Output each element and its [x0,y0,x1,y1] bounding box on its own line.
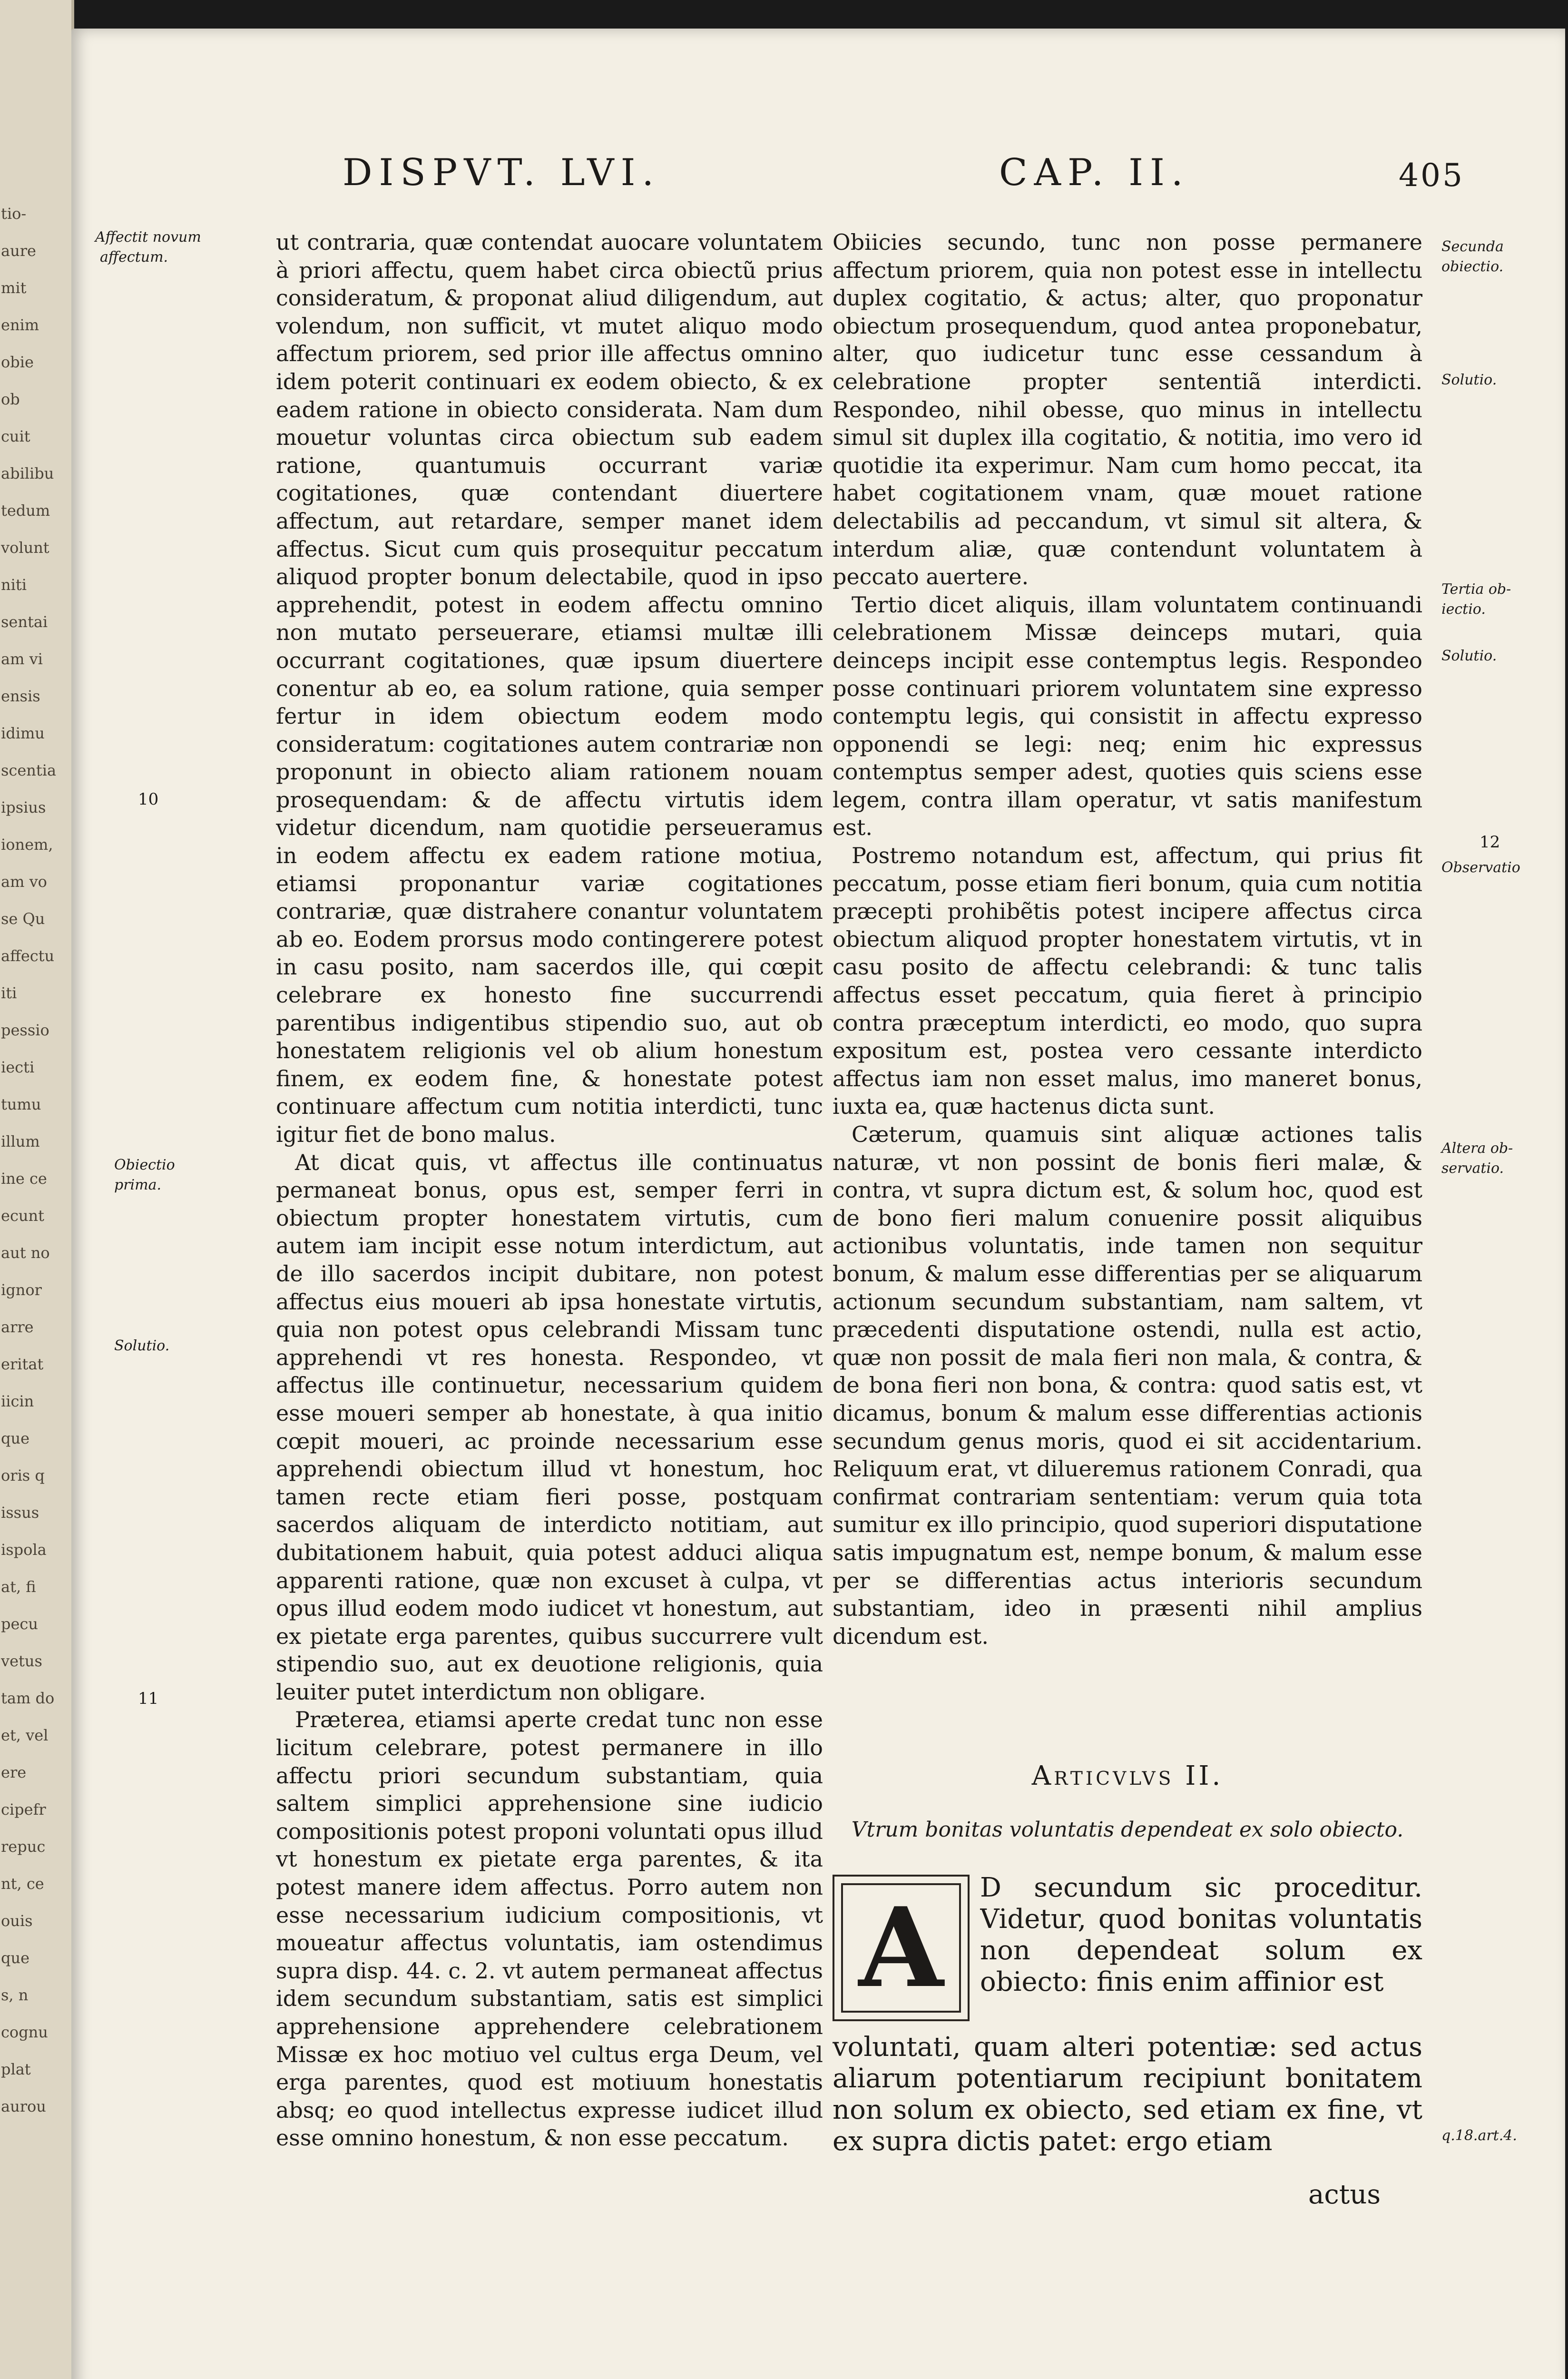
paragraph: ut contraria, quæ contendat auocare voluntatem à priori affectu, quem habet circa obiectũ prius consideratum, & proponat aliud diligendum, aut volendum, non sufficit, vt mutet aliquo modo affectum priorem, sed prior ille affectus omnino idem poterit continuari ex eodem obiecto, & ex eadem ratione in obiecto considerata. Nam dum mouetur voluntas circa obiectum sub eadem ratione, quantumuis occurrant variæ cogitationes, quæ contendant diuertere affectum, aut retardare, semper manet idem affectus. Sicut cum quis prosequitur peccatum aliquod propter bonum delectabile, quod in ipso apprehendit, potest in eodem affectu omnino non mutato perseuerare, etiamsi multæ illi occurrant cogitationes, quæ ipsum diuertere conentur ab eo, ea solum ratione, quia semper fertur in idem obiectum eodem modo consideratum: cogitationes autem contrariæ non proponunt in obiecto aliam rationem nouam prosequendam: & de affectu virtutis idem videtur dicendum, nam quotidie perseueramus in eodem affectu ex eadem ratione motiua, etiamsi proponantur variæ cogitationes contrariæ, quæ distrahere conantur voluntatem ab eo. Eodem prorsus modo contingerere potest in casu posito, nam sacerdos ille, qui cœpit celebrare ex honesto fine succurrendi parentibus indigentibus stipendio suo, aut ob honestatem religionis vel ob alium honestum finem, ex eodem fine, & honestate potest continuare affectum cum notitia interdicti, tunc igitur fiet de bono malus. [276,229,823,1147]
previous-page-fragment: pessio [1,1021,49,1039]
margin-note-reference: q.18.art.4. [1441,2127,1517,2144]
article-text: voluntati, quam alteri potentiæ: sed actus aliarum potentiarum recipiunt bonitatem non solum ex obiecto, sed etiam ex fine, vt ex supra dictis patet: ergo etiam [833,2032,1422,2157]
margin-note-secunda-b: obiectio. [1441,258,1504,275]
right-text-column [833,228,1422,1694]
left-text-column [276,228,823,2170]
previous-page-fragment: que [1,1949,30,1967]
line-number-11: 11 [138,1689,159,1708]
margin-note-solutio-2: Solutio. [1441,372,1497,388]
previous-page-fragment: idimu [1,724,45,742]
previous-page-fragment: repuc [1,1838,46,1856]
previous-page-fragment: tam do [1,1689,55,1707]
paragraph: Tertio dicet aliquis, illam voluntatem continuandi celebrationem Missæ deinceps mutari, quia deinceps incipit esse contemptus legis. Respondeo posse continuari priorem voluntatem sine expresso contemptu legis, qui consistit in affectu expresso opponendi se legi: neq; enim hic expressus contemptus semper adest, quoties quis sciens esse legem, contra illam operatur, vt satis manifestum est. [833,591,1422,841]
previous-page-fragment: illum [1,1132,40,1150]
line-number-10: 10 [138,790,159,809]
previous-page-fragment: que [1,1429,30,1447]
margin-note-altera-a: Altera ob- [1441,1140,1513,1157]
article-question: Vtrum bonitas voluntatis dependeat ex solo obiecto. [851,1818,1404,1842]
paragraph: At dicat quis, vt affectus ille continuatus permaneat bonus, opus est, semper ferri in obiectum propter honestatem virtutis, cum autem iam incipit esse notum interdictum, aut de illo sacerdos incipit dubitare, non potest affectus eius moueri ab ipsa honestate virtutis, quia non potest opus celebrandi Missam tunc apprehendi vt res honesta. Respondeo, vt affectus ille continuetur, necessarium quidem esse moueri semper ab honestate, à qua initio cœpit moueri, ac proinde necessarium esse apprehendi obiectum illud vt honestum, hoc tamen recte etiam fieri posse, postquam sacerdos aliquam de interdicto notitiam, aut dubitationem habuit, quia potest adduci aliqua apparenti ratione, quæ non excuset à culpa, vt opus illud eodem modo iudicet vt honestum, aut ex pietate erga parentes, quibus succurrere vult stipendio suo, aut ex deuotione religionis, quia leuiter putet interdictum non obligare. [276,1149,823,1705]
previous-page-fragment: enim [1,316,39,334]
previous-page-fragment: mit [1,279,27,297]
margin-note-solutio-3: Solutio. [1441,648,1497,664]
previous-page-fragment: issus [1,1504,39,1522]
margin-note-altera-b: servatio. [1441,1160,1504,1177]
paragraph: Postremo notandum est, affectum, qui prius fit peccatum, posse etiam fieri bonum, quia cum notitia præcepti prohibẽtis potest incipere affectus circa obiectum aliquod propter honestatem virtutis, vt in casu posito de affectu celebrandi: & tunc talis affectus esset peccatum, quia fieret à principio contra præceptum interdicti, eo modo, quo supra expositum est, postea vero cessante interdicto affectus iam non esset malus, imo maneret bonus, iuxta ea, quæ hactenus dicta sunt. [833,843,1422,1120]
margin-note-secunda-a: Secunda [1441,238,1504,255]
previous-page-fragment: aut no [1,1244,50,1262]
previous-page-fragment: ensis [1,687,40,705]
previous-page-fragment: tio- [1,205,27,223]
line-number-12: 12 [1480,833,1500,852]
previous-page-fragment: aure [1,242,36,260]
previous-page-fragment: affectu [1,947,55,965]
previous-page-fragment: volunt [1,539,49,557]
margin-note-solutio: Solutio. [114,1337,170,1354]
margin-note-objectio-b: prima. [114,1177,162,1193]
previous-page-fragment: cipefr [1,1800,46,1819]
article-text-beside-initial: D secundum sic proceditur. Videtur, quod bonitas voluntatis non dependeat solum ex obiecto: finis enim affinior est [980,1872,1422,1997]
previous-page-fragment: cognu [1,2023,48,2041]
previous-page-fragment: s, n [1,1986,29,2004]
margin-note-tertia-a: Tertia ob- [1441,581,1511,598]
article-heading: Articvlvs II. [1031,1760,1224,1791]
previous-page-fragment: tumu [1,1095,41,1113]
previous-page-fragment: tedum [1,501,50,520]
paragraph: Præterea, etiamsi aperte credat tunc non esse licitum celebrare, potest permanere in illo affectu priori secundum substantiam, quia saltem simplici apprehensione sine iudicio compositionis potest proponi voluntati opus illud vt honestum ex pietate erga parentes, & ita potest manere idem affectus. Porro autem non esse necessarium iudicium compositionis, vt moueatur affectus voluntatis, iam ostendimus supra disp. 44. c. 2. vt autem permaneat affectus idem secundum substantiam, satis est simplici apprehensione apprehendere celebrationem Missæ ex hoc motiuo vel cultus erga Deum, vel erga parentes, quod est motiuum honestatis absq; eo quod intellectus expresse iudicet illud esse omnino honestum, & non esse peccatum. [276,1707,823,2151]
margin-note-objectio-a: Obiectio [114,1157,175,1173]
previous-page-fragment: cuit [1,427,30,445]
previous-page-fragment: pecu [1,1615,38,1633]
previous-page-fragment: iecti [1,1058,35,1076]
previous-page-fragment: ionem, [1,836,53,854]
margin-note-affectus-a: Affectit novum [95,229,201,246]
previous-page-fragment: ignor [1,1281,42,1299]
previous-page-fragment: obie [1,353,34,371]
previous-page-fragment: arre [1,1318,34,1336]
previous-page-fragment: niti [1,576,27,594]
margin-note-affectus-b: affectum. [100,249,168,265]
previous-page-fragment: ecunt [1,1207,44,1225]
previous-page-fragment: plat [1,2060,31,2078]
paragraph: Obiicies secundo, tunc non posse permanere affectum priorem, quia non potest esse in intellectu duplex cogitatio, & actus; alter, quo proponatur obiectum prosequendum, quod antea proponebatur, alter, quo iudicetur tunc esse cessandum à celebratione propter sententiã interdicti. Respondeo, nihil obesse, quo minus in intellectu simul sit duplex illa cogitatio, & notitia, imo vero id quotidie ita experimur. Nam cum homo peccat, ita habet cogitationem vnam, quæ mouet ratione delectabilis ad peccandum, vt simul sit altera, & interdum aliæ, quæ contendunt voluntatem à peccato auertere. [833,229,1422,590]
previous-page-fragment: scentia [1,761,57,779]
folio-number: 405 [1399,157,1464,194]
previous-page-fragment: at, fi [1,1578,36,1596]
page-405 [71,29,1565,2379]
previous-page-fragment: oris q [1,1466,45,1484]
running-head-chapter: CAP. II. [999,151,1190,194]
previous-page-fragment: sentai [1,613,48,631]
previous-page-fragment: iti [1,984,17,1002]
margin-note-tertia-b: iectio. [1441,601,1486,618]
running-head-disputation: DISPVT. LVI. [343,151,661,194]
previous-page-fragment: ipsius [1,798,46,816]
previous-page-fragment: abilibu [1,464,54,482]
previous-page-fragment: ob [1,390,20,408]
previous-page-fragment: ouis [1,1912,33,1930]
previous-page-fragment: am vi [1,650,43,668]
previous-page-fragment: nt, ce [1,1875,44,1893]
previous-page-fragment: ere [1,1763,27,1781]
decorated-initial: A [833,1875,970,2021]
previous-page-fragment: se Qu [1,910,45,928]
previous-page-fragment: et, vel [1,1726,49,1744]
previous-page-fragment: ine ce [1,1170,47,1188]
previous-page-fragment: am vo [1,873,47,891]
previous-page-edge [0,0,74,2379]
previous-page-fragment: ispola [1,1541,47,1559]
catchword: actus [1308,2179,1381,2210]
previous-page-fragment: iicin [1,1392,34,1410]
paragraph: Cæterum, quamuis sint aliquæ actiones talis naturæ, vt non possint de bonis fieri malæ, & contra, vt supra dictum est, & solum hoc, quod est de bono fieri malum conuenire possit aliquibus actionibus voluntatis, inde tamen non sequitur bonum, & malum esse differentias per se aliquarum actionum secundum substantiam, nam saltem, vt præcedenti disputatione ostendi, nulla est actio, quæ non possit de mala fieri non mala, & contra, & de bona fieri non bona, & contra: quod satis est, vt dicamus, bonum & malum esse differentias actionis secundum genus moris, quod ei sit accidentarium. Reliquum erat, vt dilueremus rationem Conradi, qua confirmat contrariam sententiam: verum quia tota sumitur ex illo principio, quod superiori disputatione satis impugnatum est, nempe bonum, & malum esse per se differentias actus interioris secundum substantiam, ideo in præsenti nihil amplius dicendum est. [833,1121,1422,1649]
previous-page-fragment: aurou [1,2097,46,2115]
previous-page-fragment: vetus [1,1652,42,1670]
previous-page-fragment: eritat [1,1355,44,1373]
margin-note-observatio: Observatio [1441,859,1520,876]
